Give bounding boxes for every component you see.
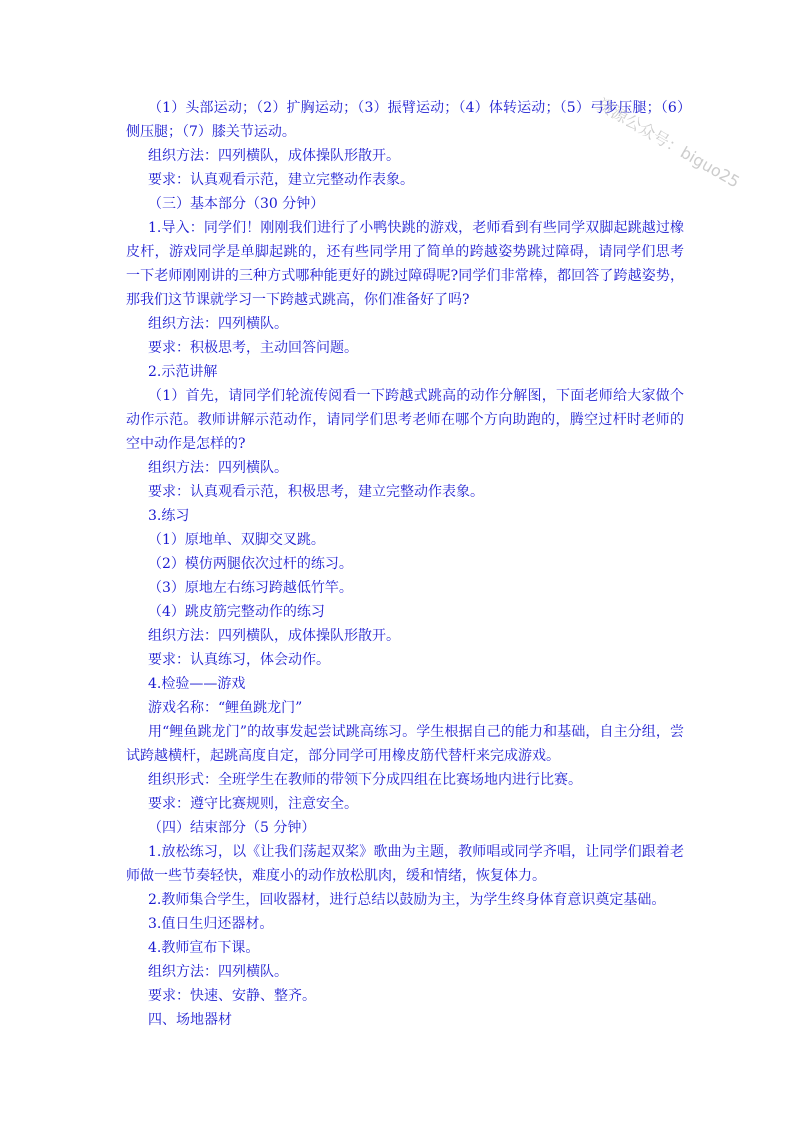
section-heading: （三）基本部分（30 分钟） <box>148 196 325 212</box>
paragraph: 用“鲤鱼跳龙门”的故事发起尝试跳高练习。学生根据自己的能力和基础，自主分组，尝试跨越横杆，起跳高度自定，部分同学可用橡皮筋代替杆来完成游戏。 <box>126 724 684 764</box>
watermark: 资源公众号：biguo25 <box>594 94 743 192</box>
list-item: （4）跳皮筋完整动作的练习 <box>148 604 325 620</box>
paragraph: 1.导入：同学们！刚刚我们进行了小鸭快跳的游戏，老师看到有些同学双脚起跳越过橡皮杆，游戏同学是单脚起跳的，还有些同学用了简单的跨越姿势跳过障碍，请同学们思考一下老师刚刚讲的三种方式哪种能更好的跳过障碍呢?同学们非常棒，都回答了跨越姿势，那我们这节课就学习一下跨越式跳高，你们准备好了吗? <box>126 220 684 308</box>
paragraph: 3.值日生归还器材。 <box>148 916 274 932</box>
subsection-heading: 2.示范讲解 <box>148 364 218 380</box>
paragraph: 要求：快速、安静、整齐。 <box>148 988 316 1004</box>
list-item: （3）原地左右练习跨越低竹竿。 <box>148 580 353 596</box>
paragraph: 组织方法：四列横队。 <box>148 460 288 476</box>
paragraph: 游戏名称：“鲤鱼跳龙门” <box>148 700 303 716</box>
subsection-heading: 3.练习 <box>148 508 190 524</box>
paragraph: 组织方法：四列横队。 <box>148 316 288 332</box>
paragraph: 组织形式：全班学生在教师的带领下分成四组在比赛场地内进行比赛。 <box>148 772 582 788</box>
paragraph: 组织方法：四列横队，成体操队形散开。 <box>148 148 400 164</box>
warmup-exercise-list: （1）头部运动；（2）扩胸运动；（3）振臂运动；（4）体转运动；（5）弓步压腿；（6）侧压腿；（7）膝关节运动。 <box>126 100 684 140</box>
list-item: （2）模仿两腿依次过杆的练习。 <box>148 556 353 572</box>
paragraph: 2.教师集合学生，回收器材，进行总结以鼓励为主，为学生终身体育意识奠定基础。 <box>148 892 666 908</box>
list-item: （1）原地单、双脚交叉跳。 <box>148 532 325 548</box>
paragraph: 要求：积极思考，主动回答问题。 <box>148 340 358 356</box>
document-body <box>126 96 684 1032</box>
section-heading: 四、场地器材 <box>148 1012 232 1028</box>
subsection-heading: 4.检验——游戏 <box>148 676 246 692</box>
paragraph: 组织方法：四列横队。 <box>148 964 288 980</box>
paragraph: 4.教师宣布下课。 <box>148 940 260 956</box>
paragraph: 组织方法：四列横队，成体操队形散开。 <box>148 628 400 644</box>
paragraph: 1.放松练习，以《让我们荡起双桨》歌曲为主题，教师唱或同学齐唱，让同学们跟着老师做一些节奏轻快，难度小的动作放松肌肉，缓和情绪，恢复体力。 <box>126 844 684 884</box>
paragraph: 要求：遵守比赛规则，注意安全。 <box>148 796 358 812</box>
paragraph: 要求：认真练习，体会动作。 <box>148 652 330 668</box>
paragraph: 要求：认真观看示范，积极思考，建立完整动作表象。 <box>148 484 484 500</box>
paragraph: 要求：认真观看示范，建立完整动作表象。 <box>148 172 414 188</box>
section-heading: （四）结束部分（5 分钟） <box>148 820 316 836</box>
paragraph: （1）首先，请同学们轮流传阅看一下跨越式跳高的动作分解图，下面老师给大家做个动作示范。教师讲解示范动作，请同学们思考老师在哪个方向助跑的，腾空过杆时老师的空中动作是怎样的? <box>126 388 684 452</box>
